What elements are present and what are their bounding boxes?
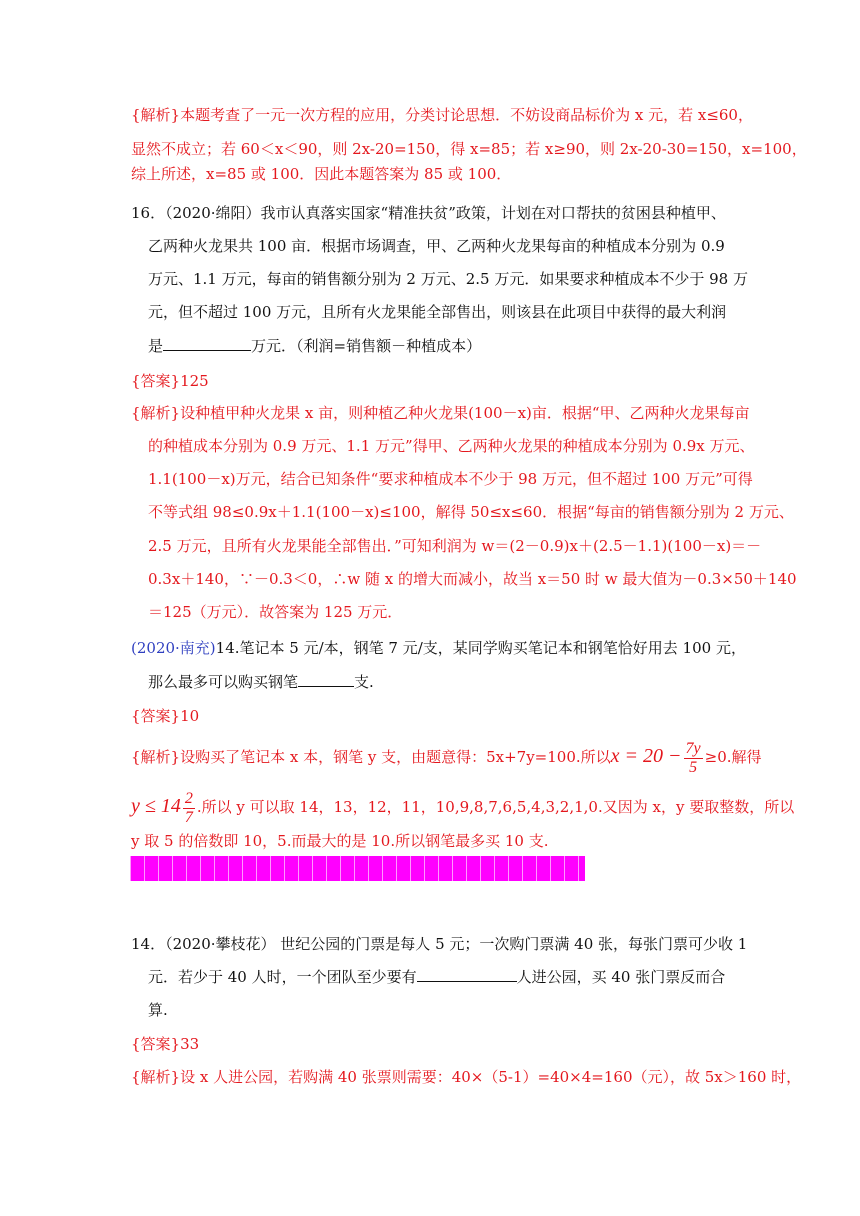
- q14-panzhihua-question: 14．（2020·攀枝花） 世纪公园的门票是每人 5 元；一次购门票满 40 张，每张门票可少收 1: [131, 935, 748, 953]
- q14p-analysis-line: {解析}设 x 人进公园，若购满 40 张票则需要：40×（5-1）=40×4=160（元），故 5x＞160 时，: [131, 1068, 802, 1086]
- q14p-text: 元．若少于 40 人时，一个团队至少要有: [148, 968, 417, 986]
- q14-text: 支.: [354, 673, 374, 691]
- q15-analysis-line: {解析}本题考查了一元一次方程的应用，分类讨论思想．不妨设商品标价为 x 元，若 x≤60，: [131, 106, 753, 124]
- highlight-bar: [130, 856, 585, 881]
- q16-answer: {答案}125: [131, 372, 209, 390]
- fraction-7y-over-5: $\frac{7y}{5}$: [685, 739, 701, 776]
- q16-question-line: 元，但不超过 100 万元，且所有火龙果能全部售出，则该县在此项目中获得的最大利润: [148, 303, 727, 321]
- q14-text: {解析}设购买了笔记本 x 本，钢笔 y 支，由题意得：5x+7y=100.所以: [131, 748, 611, 766]
- q16-analysis-line: 1.1(100－x)万元，结合已知条件“要求种植成本不少于 98 万元，但不超过 100 万元”可得: [148, 470, 753, 488]
- q16-analysis-line: 不等式组 98≤0.9x＋1.1(100－x)≤100，解得 50≤x≤60．根据“每亩的销售额分别为 2 万元、: [148, 503, 794, 521]
- equation-x: x = 20 −: [610, 745, 682, 767]
- q14-text: 那么最多可以购买钢笔: [148, 673, 299, 691]
- q14-analysis-line: y 取 5 的倍数即 10，5.而最大的是 10.所以钢笔最多买 10 支.: [131, 832, 549, 850]
- q16-analysis-line: 的种植成本分别为 0.9 万元、1.1 万元”得甲、乙两种火龙果的种植成本分别为 0.9x 万元、: [148, 437, 755, 455]
- q16-question-line: 万元、1.1 万元，每亩的销售额分别为 2 万元、2.5 万元．如果要求种植成本不少于 98 万: [148, 270, 748, 288]
- q14-text: 14.笔记本 5 元/本，钢笔 7 元/支，某同学购买笔记本和钢笔恰好用去 100 元，: [215, 639, 746, 657]
- q14-source: (2020·南充): [131, 639, 216, 657]
- q15-analysis-line: 显然不成立；若 60＜x＜90，则 2x-20=150，得 x=85；若 x≥90，则 2x-20-30=150，x=100，: [131, 140, 807, 158]
- q16-analysis-line: ＝125（万元）．故答案为 125 万元．: [148, 603, 403, 621]
- q16-question-line: 乙两种火龙果共 100 亩．根据市场调查，甲、乙两种火龙果每亩的种植成本分别为 0.9: [148, 237, 725, 255]
- q14-answer: {答案}10: [131, 707, 200, 725]
- q16-question-line: 16．（2020·绵阳）我市认真落实国家“精准扶贫”政策，计划在对口帮扶的贫困县种植甲、: [131, 204, 726, 222]
- q16-question-line: [148, 336, 481, 356]
- q16-analysis-line: 2.5 万元，且所有火龙果能全部售出．”可知利润为 w＝(2－0.9)x＋(2.5－1.1)(100－x)＝－: [148, 537, 762, 555]
- q16-analysis-line: 0.3x＋140，∵－0.3＜0，∴w 随 x 的增大而减小，故当 x＝50 时 w 最大值为－0.3×50＋140: [148, 570, 797, 588]
- q15-analysis-line: 综上所述，x=85 或 100．因此本题答案为 85 或 100．: [131, 165, 512, 183]
- q14-text: ≥0.解得: [704, 748, 762, 766]
- q14-text: .所以 y 可以取 14，13，12，11，10,9,8,7,6,5,4,3,2,1,0.又因为 x，y 要取整数，所以: [196, 798, 795, 816]
- answer-blank: [163, 336, 251, 351]
- answer-blank: [417, 967, 517, 982]
- q14-nanchong-question: [131, 638, 746, 658]
- q14-analysis-line: [131, 784, 794, 828]
- q14-analysis-line: [131, 734, 762, 778]
- q14p-answer: {答案}33: [131, 1035, 200, 1053]
- equation-y: y ≤ 14: [131, 795, 181, 817]
- q16-text: 万元．（利润=销售额－种植成本）: [251, 337, 482, 355]
- q14p-text: 人进公园，买 40 张门票反而合: [516, 968, 726, 986]
- q14-nanchong-question: [148, 672, 374, 692]
- answer-blank: [298, 672, 354, 687]
- q14-panzhihua-question: [148, 967, 725, 987]
- q16-analysis-line: {解析}设种植甲种火龙果 x 亩，则种植乙种火龙果(100－x)亩．根据“甲、乙两种火龙果每亩: [131, 404, 750, 422]
- q16-text: 是: [148, 337, 164, 355]
- q14-panzhihua-question: 算.: [148, 1001, 168, 1019]
- fraction-2-over-7: $\frac{2}{7}$: [184, 789, 193, 826]
